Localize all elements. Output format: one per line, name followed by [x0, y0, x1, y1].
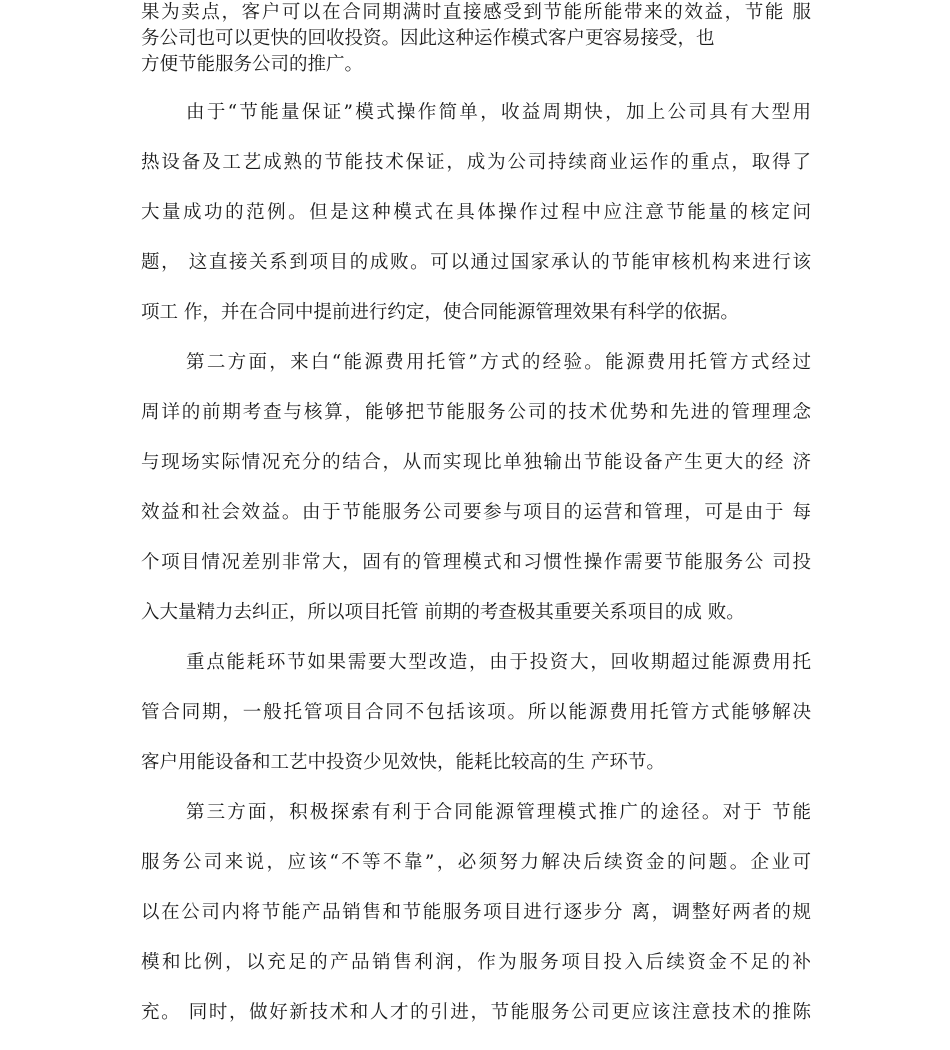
text-line: 果为卖点，客户可以在合同期满时直接感受到节能所能带来的效益，节能 服 — [141, 2, 811, 23]
text-line: 项工 作，并在合同中提前进行约定，使合同能源管理效果有科学的依据。 — [141, 302, 739, 323]
text-line: 题， 这直接关系到项目的成败。可以通过国家承认的节能审核机构来进行该 — [141, 252, 811, 273]
text-line: 第二方面，来白“能源费用托管”方式的经验。能源费用托管方式经过 — [186, 352, 811, 373]
intro-paragraph — [141, 0, 811, 78]
text-line: 客户用能设备和工艺中投资少见效快，能耗比较高的生 产环节。 — [141, 752, 665, 773]
text-line: 充。 同时，做好新技术和人才的引进，节能服务公司更应该注意技术的推陈 — [141, 1002, 811, 1023]
text-line: 服务公司来说，应该“不等不靠”，必须努力解决后续资金的问题。企业可 — [141, 852, 811, 873]
paragraph-promotion-approaches — [141, 788, 811, 1038]
text-line: 周详的前期考查与核算，能够把节能服务公司的技术优势和先进的管理理念 — [141, 402, 811, 423]
text-line: 个项目情况差别非常大，固有的管理模式和习惯性操作需要节能服务公 司投 — [141, 552, 811, 573]
text-line: 模和比例，以充足的产品销售利润，作为服务项目投入后续资金不足的补 — [141, 952, 811, 973]
text-line: 与现场实际情况充分的结合，从而实现比单独输出节能设备产生更大的经 济 — [141, 452, 811, 473]
text-line: 大量成功的范例。但是这种模式在具体操作过程中应注意节能量的核定问 — [141, 202, 811, 223]
text-line: 由于“节能量保证”模式操作简单，收益周期快，加上公司具有大型用 — [186, 102, 811, 123]
text-line: 务公司也可以更快的回收投资。因此这种运作模式客户更容易接受，也 — [141, 28, 715, 49]
text-line: 热设备及工艺成熟的节能技术保证，成为公司持续商业运作的重点，取得了 — [141, 152, 811, 173]
text-line: 方便节能服务公司的推广。 — [141, 54, 364, 75]
text-line: 以在公司内将节能产品销售和节能服务项目进行逐步分 离，调整好两者的规 — [141, 902, 811, 923]
text-line: 重点能耗环节如果需要大型改造，由于投资大，回收期超过能源费用托 — [186, 652, 811, 673]
body-text — [141, 88, 811, 1038]
paragraph-key-energy-links — [141, 638, 811, 788]
text-line: 第三方面，积极探索有利于合同能源管理模式推广的途径。对于 节能 — [186, 802, 811, 823]
text-line: 管合同期，一般托管项目合同不包括该项。所以能源费用托管方式能够解决 — [141, 702, 811, 723]
text-line: 入大量精力去纠正，所以项目托管 前期的考查极其重要关系项目的成 败。 — [141, 602, 745, 623]
paragraph-energy-saving-guarantee — [141, 88, 811, 338]
paragraph-energy-cost-hosting — [141, 338, 811, 638]
text-line: 效益和社会效益。由于节能服务公司要参与项目的运营和管理，可是由于 每 — [141, 502, 811, 523]
